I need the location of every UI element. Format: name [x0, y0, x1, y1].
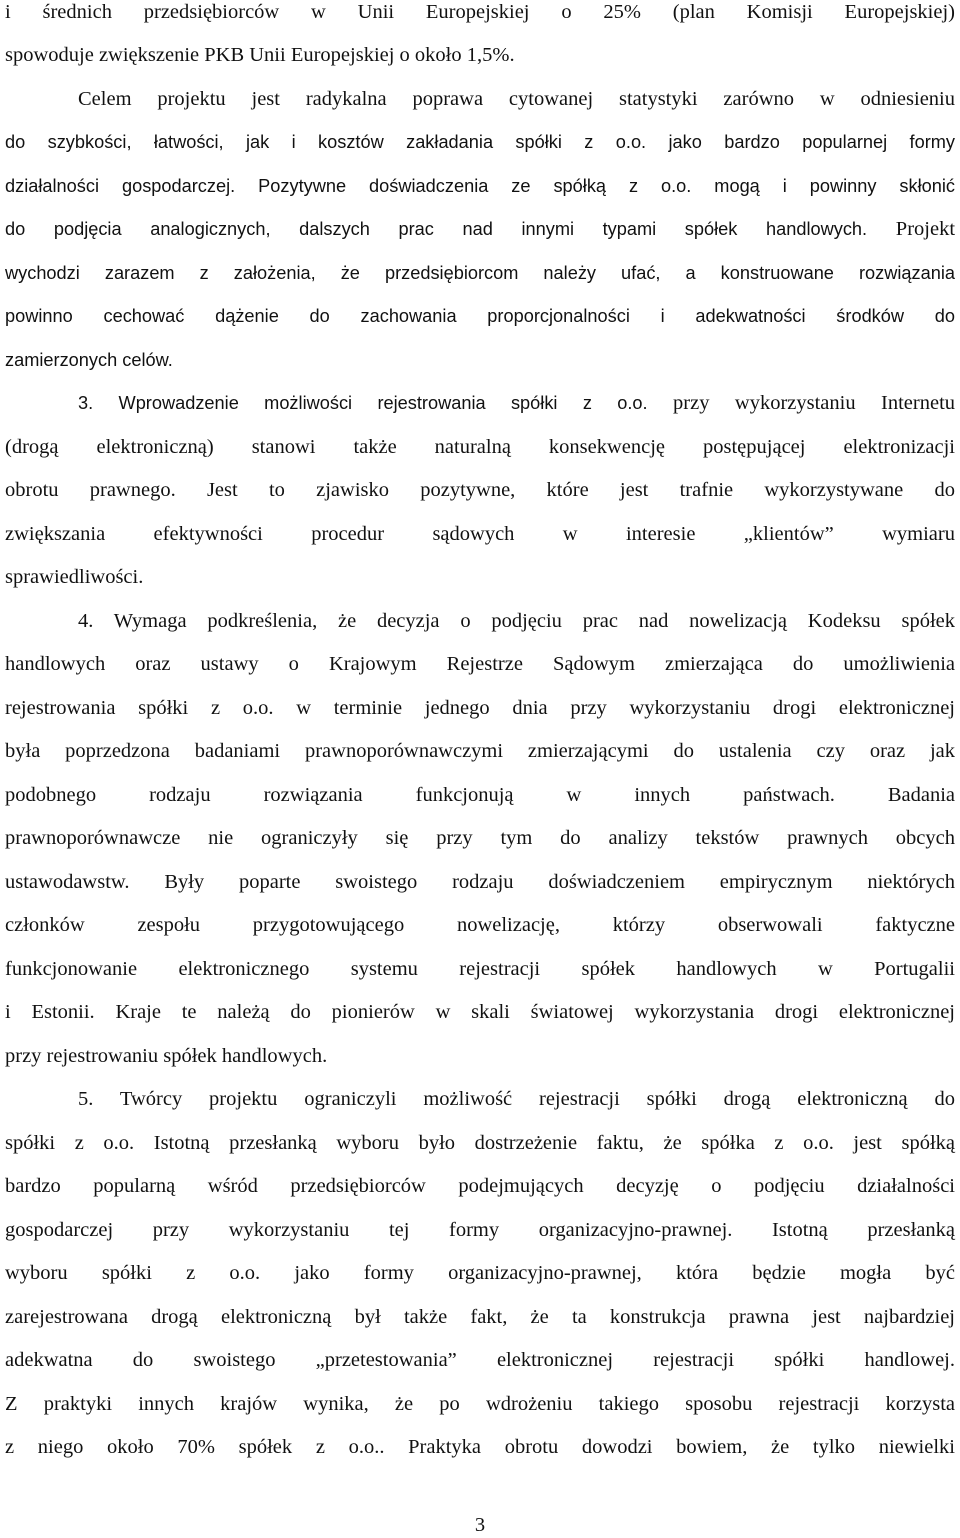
- text-segment: Projekt: [895, 218, 956, 240]
- text-line: przy rejestrowaniu spółek handlowych.: [5, 1045, 328, 1067]
- page-number: 3: [474, 1514, 486, 1536]
- text-line: i Estonii. Kraje te należą do pionierów w skali światowej wykorzystania drogi elektronicznej: [5, 1001, 955, 1023]
- text-line: prawnoporównawcze nie ograniczyły się przy tym do analizy tekstów prawnych obcych: [5, 827, 955, 849]
- text-segment: 3. Wprowadzenie możliwości rejestrowania spółki z o.o.: [78, 393, 648, 413]
- text-line: spółki z o.o. Istotną przesłanką wyboru było dostrzeżenie faktu, że spółka z o.o. jest spółką: [5, 1132, 955, 1154]
- text-line: rejestrowania spółki z o.o. w terminie jednego dnia przy wykorzystaniu drogi elektronicznej: [5, 697, 955, 719]
- text-line: [5, 214, 955, 244]
- text-line: zwiększania efektywności procedur sądowych w interesie „klientów” wymiaru: [5, 523, 955, 545]
- text-line: podobnego rodzaju rozwiązania funkcjonują w innych państwach. Badania: [5, 784, 955, 806]
- text-line: zamierzonych celów.: [5, 350, 173, 370]
- text-segment: przy wykorzystaniu Internetu: [673, 392, 956, 414]
- text-line: Celem projektu jest radykalna poprawa cytowanej statystyki zarówno w odniesieniu: [78, 88, 955, 110]
- text-line: obrotu prawnego. Jest to zjawisko pozytywne, które jest trafnie wykorzystywane do: [5, 479, 955, 501]
- text-line: Z praktyki innych krajów wynika, że po wdrożeniu takiego sposobu rejestracji korzysta: [5, 1393, 955, 1415]
- text-line: bardzo popularną wśród przedsiębiorców podejmujących decyzję o podjęciu działalności: [5, 1175, 955, 1197]
- text-line: (drogą elektroniczną) stanowi także naturalną konsekwencję postępującej elektronizacji: [5, 436, 955, 458]
- text-line: i średnich przedsiębiorców w Unii Europejskiej o 25% (plan Komisji Europejskiej): [5, 1, 955, 23]
- text-line: 4. Wymaga podkreślenia, że decyzja o podjęciu prac nad nowelizacją Kodeksu spółek: [78, 610, 955, 632]
- text-line: sprawiedliwości.: [5, 566, 144, 588]
- text-line: zarejestrowana drogą elektroniczną był także fakt, że ta konstrukcja prawna jest najbardziej: [5, 1306, 955, 1328]
- text-line: powinno cechować dążenie do zachowania proporcjonalności i adekwatności środków do: [5, 306, 955, 326]
- text-line: handlowych oraz ustawy o Krajowym Rejestrze Sądowym zmierzająca do umożliwienia: [5, 653, 955, 675]
- section-heading-line: [78, 388, 955, 418]
- text-line: członków zespołu przygotowującego nowelizację, którzy obserwowali faktyczne: [5, 914, 955, 936]
- text-line: była poprzedzona badaniami prawnoporównawczymi zmierzającymi do ustalenia czy oraz jak: [5, 740, 955, 762]
- text-line: wychodzi zarazem z założenia, że przedsiębiorcom należy ufać, a konstruowane rozwiązania: [5, 263, 955, 283]
- text-line: działalności gospodarczej. Pozytywne doświadczenia ze spółką z o.o. mogą i powinny skłonić: [5, 176, 955, 196]
- text-line: do szybkości, łatwości, jak i kosztów zakładania spółki z o.o. jako bardzo popularnej formy: [5, 132, 955, 152]
- text-line: 5. Twórcy projektu ograniczyli możliwość rejestracji spółki drogą elektroniczną do: [78, 1088, 955, 1110]
- text-line: z niego około 70% spółek z o.o.. Praktyka obrotu dowodzi bowiem, że tylko niewielki: [5, 1436, 955, 1458]
- text-line: funkcjonowanie elektronicznego systemu rejestracji spółek handlowych w Portugalii: [5, 958, 955, 980]
- text-line: spowoduje zwiększenie PKB Unii Europejskiej o około 1,5%.: [5, 44, 515, 66]
- text-line: ustawodawstw. Były poparte swoistego rodzaju doświadczeniem empirycznym niektórych: [5, 871, 955, 893]
- text-segment: do podjęcia analogicznych, dalszych prac nad innymi typami spółek handlowych.: [5, 219, 868, 239]
- text-line: wyboru spółki z o.o. jako formy organizacyjno-prawnej, która będzie mogła być: [5, 1262, 955, 1284]
- text-line: adekwatna do swoistego „przetestowania” elektronicznej rejestracji spółki handlowej.: [5, 1349, 955, 1371]
- text-line: gospodarczej przy wykorzystaniu tej formy organizacyjno-prawnej. Istotną przesłanką: [5, 1219, 955, 1241]
